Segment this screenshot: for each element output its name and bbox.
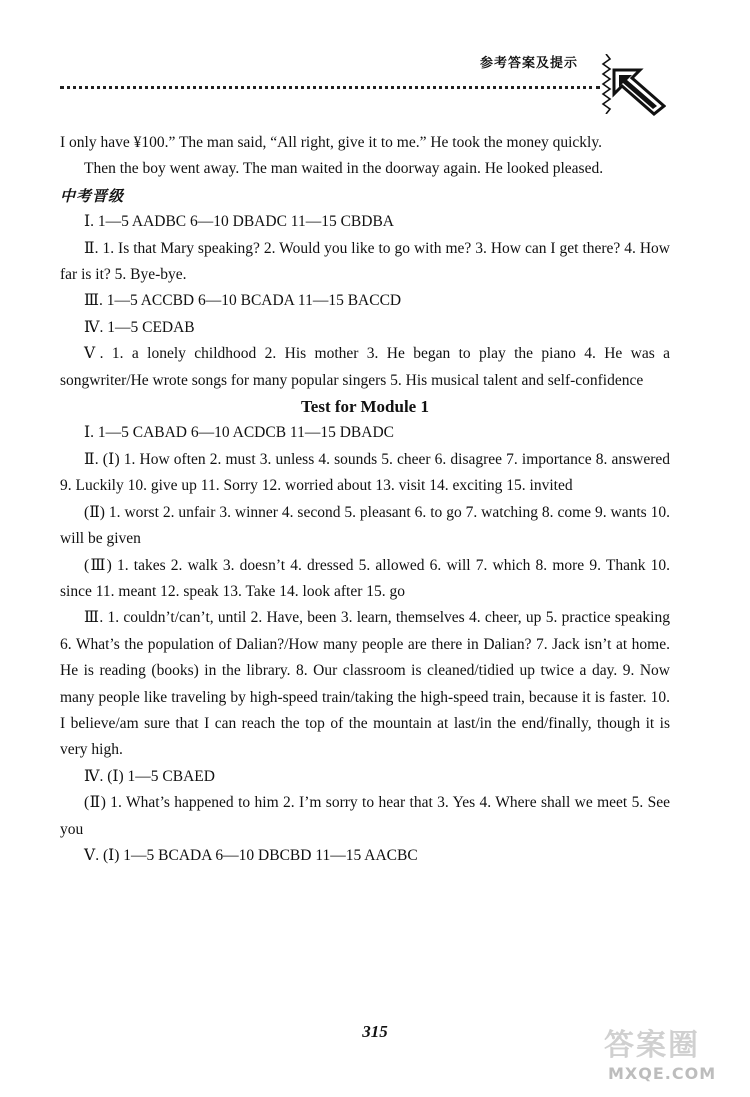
back-arrow-icon [610, 66, 666, 116]
running-header-title: 参考答案及提示 [480, 56, 579, 71]
answer-line: Ⅴ. 1. a lonely childhood 2. His mother 3. He began to play the piano 4. He was a songwriter/He wrote songs for many popular singers 5. His musical talent and self-confidence [60, 345, 670, 389]
watermark-logo [596, 1020, 746, 1094]
answer-line: Ⅲ. 1—5 ACCBD 6—10 BCADA 11—15 BACCD [84, 292, 402, 310]
answer-line: Ⅰ. 1—5 AADBC 6—10 DBADC 11—15 CBDBA [84, 213, 394, 231]
page-number: 315 [362, 1022, 388, 1041]
answer-line: Ⅳ. (Ⅰ) 1—5 CBAED [84, 767, 215, 785]
answer-line: Ⅱ. 1. Is that Mary speaking? 2. Would you like to go with me? 3. How can I get there? 4. How far is it? 5. Bye-bye. [60, 239, 670, 284]
section-label: 中考晋级 [60, 186, 125, 205]
answer-line: Ⅲ. 1. couldn’t/can’t, until 2. Have, been 3. learn, themselves 4. cheer, up 5. practice speaking 6. What’s the population of Dalian?/How many people are there in Dalian? 7. Jack isn’t at home. He is reading (books) in the library. 8. Our classroom is cleaned/tidied up twice a day. 9. Now many people like traveling by high-speed train/taking the high-speed train, because it is faster. 10. I believe/am sure that I can reach the top of the mountain at last/in the end/finally, though it is very high. [60, 609, 670, 759]
answer-line: (Ⅲ) 1. takes 2. walk 3. doesn’t 4. dressed 5. allowed 6. will 7. which 8. more 9. Thank 10. since 11. meant 12. speak 13. Take 14. look after 15. go [60, 556, 670, 600]
answer-line: (Ⅱ) 1. What’s happened to him 2. I’m sorry to hear that 3. Yes 4. Where shall we meet 5. See you [60, 794, 670, 838]
answer-line: Ⅱ. (Ⅰ) 1. How often 2. must 3. unless 4. sounds 5. cheer 6. disagree 7. importance 8. answered 9. Luckily 10. give up 11. Sorry 12. worried about 13. visit 14. exciting 15. invited [60, 450, 670, 495]
answer-line: (Ⅱ) 1. worst 2. unfair 3. winner 4. second 5. pleasant 6. to go 7. watching 8. come 9. wants 10. will be given [60, 503, 670, 548]
story-paragraph-1: I only have ¥100.” The man said, “All right, give it to me.” He took the money quickly. [60, 134, 602, 151]
watermark-cn: 答案圈 [604, 1028, 700, 1063]
story-paragraph-2: Then the boy went away. The man waited in the doorway again. He looked pleased. [84, 160, 604, 178]
watermark-en: MXQE.COM [608, 1064, 717, 1083]
answer-line: Ⅰ. 1—5 CABAD 6—10 ACDCB 11—15 DBADC [84, 424, 394, 442]
answer-line: Ⅳ. 1—5 CEDAB [84, 318, 195, 336]
answer-content [60, 130, 670, 869]
dotted-header-rule [60, 86, 600, 89]
answer-line: Ⅴ. (Ⅰ) 1—5 BCADA 6—10 DBCBD 11—15 AACBC [84, 846, 418, 864]
test-title: Test for Module 1 [301, 397, 429, 417]
